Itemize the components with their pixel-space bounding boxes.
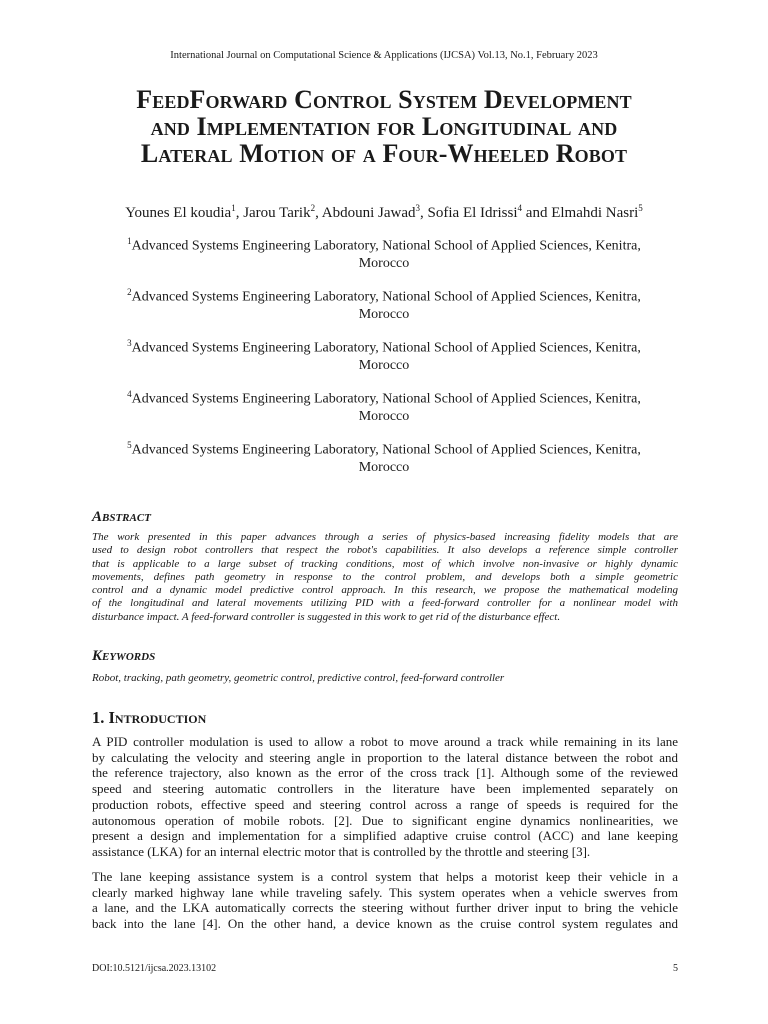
author-separator: , [420,205,428,221]
author-affil-marker: 5 [638,203,643,213]
author-separator: and [522,205,552,221]
paragraph-line: a lane, and the LKA automatically corrects the steering without further driver input to bring the vehicle [92,900,678,916]
paragraph-line: clearly marked highway lane while traveling safely. This system operates when a vehicle swerves from [92,884,678,900]
affiliation-country: Morocco [358,357,410,373]
author-name: Jarou Tarik [243,205,311,221]
abstract-line: control and a dynamic model predictive control approach. In this research, we propose the mathematical modeling [92,584,678,597]
author-name: Younes El koudia [125,205,232,221]
author-name: Elmahdi Nasri [551,205,639,221]
paragraph-line: A PID controller modulation is used to allow a robot to move around a track while remaining in its lane [92,734,678,749]
paragraph-line: by calculating the velocity and steering angle in proportion to the lateral distance between the robot and [92,749,678,765]
title-line: and Implementation for Longitudinal and [150,112,618,141]
affiliation-5 [60,437,708,476]
paper-title [60,86,708,167]
author-list [40,198,728,223]
paragraph-line: assistance (LKA) for an internal electric motor that is controlled by the throttle and steering [3]. [92,843,591,859]
affiliation-marker: 4 [127,389,132,399]
title-line: FeedForward Control System Development [136,85,632,114]
abstract-line: The work presented in this paper advances through a series of physics-based increasing fidelity models that are [92,531,678,543]
abstract-heading: Abstract [92,509,151,525]
paragraph-line: The lane keeping assistance system is a control system that helps a motorist keep their vehicle in a [92,869,678,884]
running-header: International Journal on Computational Science & Applications (IJCSA) Vol.13, No.1, February 2023 [170,50,598,61]
paragraph-line: the reference trajectory, also known as the error of the cross track [1]. Although some of the reviewed [92,765,678,781]
affiliation-1 [60,233,708,272]
intro-paragraph-1 [92,734,678,860]
paragraph-line: autonomous operation of mobile robots. [2]. Due to significant engine dynamics nonlinearities, we [92,812,678,828]
abstract-line: that is applicable to a large subset of tracking conditions, most of which involve non-invasive or highly dynamic [92,557,678,570]
affiliation-text: Advanced Systems Engineering Laboratory, National School of Applied Sciences, Kenitra, [131,442,641,458]
affiliation-marker: 1 [127,236,132,246]
author-affil-marker: 3 [415,203,421,213]
author-affil-marker: 4 [517,203,523,213]
author-separator: , [235,205,244,221]
footer-doi: DOI:10.5121/ijcsa.2023.13102 [92,963,217,974]
paragraph-line: present a design and implementation for a simplified adaptive cruise control (ACC) and lane keeping [92,828,678,844]
affiliation-text: Advanced Systems Engineering Laboratory, National School of Applied Sciences, Kenitra, [131,238,641,254]
abstract-body [92,531,678,624]
affiliation-country: Morocco [358,255,410,271]
affiliation-marker: 5 [127,440,132,450]
author-separator: , [315,205,322,221]
affiliation-country: Morocco [358,408,410,424]
affiliation-3 [60,335,708,374]
paragraph-line: back into the lane [4]. On the other hand, a device known as the cruise control system regulates and [92,916,678,932]
affiliation-country: Morocco [358,306,410,322]
introduction-heading: 1. Introduction [92,708,207,727]
affiliation-text: Advanced Systems Engineering Laboratory, National School of Applied Sciences, Kenitra, [131,391,641,407]
keywords-heading: Keywords [92,648,156,664]
title-line: Lateral Motion of a Four-Wheeled Robot [140,139,628,168]
affiliation-text: Advanced Systems Engineering Laboratory, National School of Applied Sciences, Kenitra, [131,289,641,305]
abstract-line: disturbance impact. A feed-forward controller is suggested in this work to get rid of the disturbance effect. [92,610,561,623]
keywords-text: Robot, tracking, path geometry, geometric control, predictive control, feed-forward controller [92,672,505,684]
affiliation-country: Morocco [358,459,410,475]
affiliation-marker: 2 [127,287,132,297]
abstract-line: used to design robot controllers that respect the robot's capabilities. It also develops a reference simple controller [92,544,678,557]
affiliation-marker: 3 [127,338,132,348]
page-number: 5 [673,963,678,974]
paragraph-line: production robots, effective speed and steering control across a range of speeds is required for the [92,796,678,812]
paragraph-line: speed and steering automatic controllers in the literature have been implemented separately on [92,781,678,797]
author-name: Abdouni Jawad [321,205,416,221]
affiliation-2 [60,284,708,323]
affiliation-text: Advanced Systems Engineering Laboratory, National School of Applied Sciences, Kenitra, [131,340,641,356]
author-affil-marker: 1 [231,203,236,213]
abstract-line: of the longitudinal and lateral movements utilizing PID with a feed-forward controller for a nonlinear model with [92,597,678,610]
intro-paragraph-2 [92,869,678,932]
affiliation-4 [60,386,708,425]
author-affil-marker: 2 [310,203,316,213]
abstract-line: movements, defines path geometry in response to the control problem, and develops both a simple geometric [92,570,678,583]
author-name: Sofia El Idrissi [427,205,518,221]
